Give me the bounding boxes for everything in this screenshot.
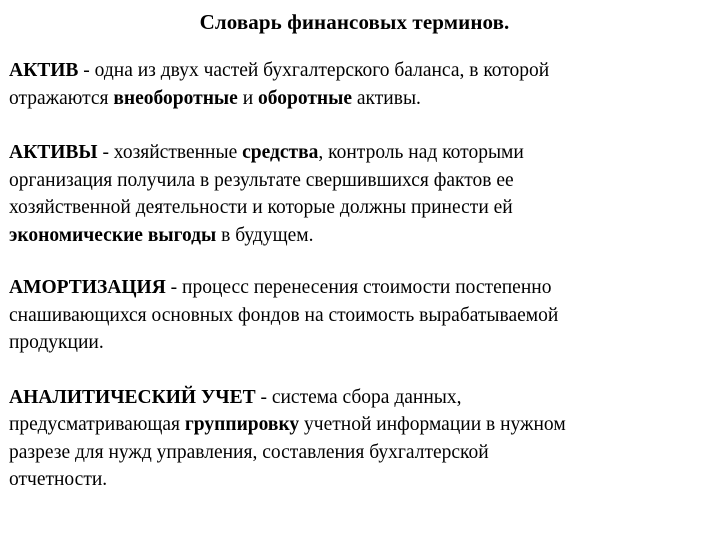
definition-text: отражаются	[9, 87, 114, 109]
glossary-entry-amortizatsiya	[9, 274, 700, 357]
definition-text: организация получила в результате свершившихся фактов ее	[9, 169, 514, 191]
definition-text: предусматривающая	[9, 414, 185, 435]
term: АКТИВЫ	[9, 142, 98, 163]
page-title: Словарь финансовых терминов.	[199, 10, 510, 34]
definition-text: хозяйственной деятельности и которые должны принести ей	[9, 197, 513, 218]
definition-text: - одна из двух частей бухгалтерского баланса, в которой	[78, 60, 550, 81]
definition-text: - система сбора данных,	[255, 386, 462, 408]
definition-text: продукции.	[9, 332, 104, 353]
glossary-entry-analiticheskiy-uchet	[9, 384, 700, 494]
key-term: группировку	[184, 414, 300, 435]
key-term: внеоборотные	[113, 87, 238, 109]
definition-text: , контроль над которыми	[318, 142, 524, 163]
term: АНАЛИТИЧЕСКИЙ УЧЕТ	[9, 386, 256, 408]
definition-text: снашивающихся основных фондов на стоимость вырабатываемой	[9, 304, 559, 326]
key-term: средства	[242, 142, 319, 163]
key-term: экономические выгоды	[9, 224, 217, 246]
term: АКТИВ	[9, 60, 79, 81]
definition-text: - хозяйственные	[97, 142, 243, 163]
definition-text: разрезе для нужд управления, составления бухгалтерской	[9, 441, 489, 463]
glossary-entry-aktivy	[9, 139, 700, 249]
definition-text: активы.	[352, 87, 421, 109]
term: АМОРТИЗАЦИЯ	[9, 277, 166, 298]
glossary-entry-aktiv	[9, 57, 700, 112]
definition-text: учетной информации в нужном	[299, 414, 566, 435]
definition-text: в будущем.	[216, 224, 314, 246]
key-term: оборотные	[258, 87, 353, 109]
definition-text: отчетности.	[9, 469, 108, 490]
definition-text: - процесс перенесения стоимости постепенно	[165, 277, 552, 298]
definition-text: и	[237, 87, 258, 109]
